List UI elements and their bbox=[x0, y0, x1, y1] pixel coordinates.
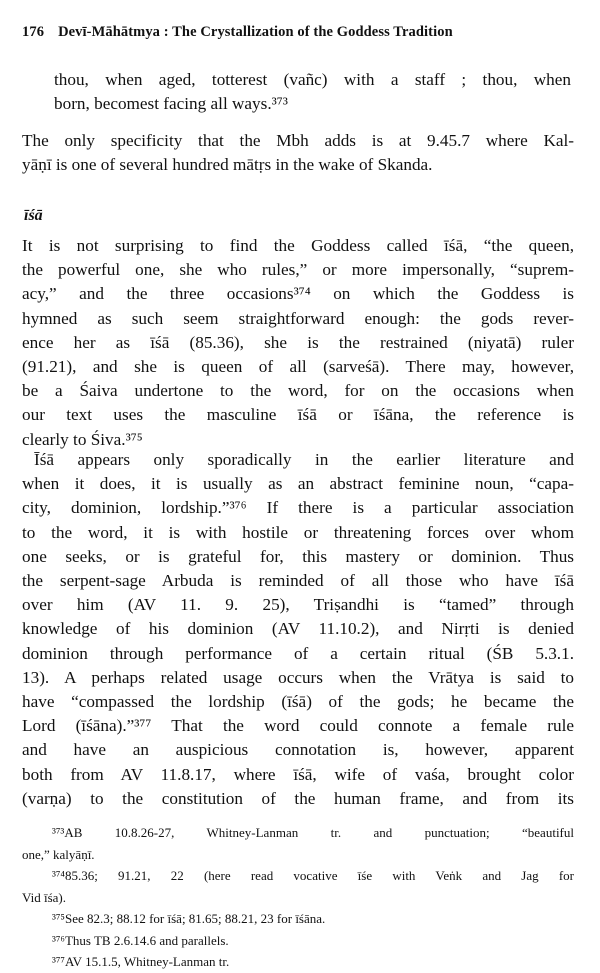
paragraph-line: The only specificity that the Mbh adds is at 9.45.7 where Kal- bbox=[22, 131, 574, 150]
footnote-line: ³⁷⁵See 82.3; 88.12 for īśā; 81.65; 88.21, 23 for īśāna. bbox=[52, 911, 326, 926]
page-number: 176 bbox=[22, 24, 45, 40]
paragraph-line: to the word, it is with hostile or threatening forces over whom bbox=[22, 522, 574, 542]
paragraph-line: (varṇa) to the constitution of the human frame, and from its bbox=[22, 788, 574, 808]
page-header bbox=[22, 24, 582, 41]
footnote-line: Vid īśa). bbox=[22, 889, 66, 905]
paragraph-line: It is not surprising to find the Goddess called īśā, “the queen, bbox=[22, 236, 574, 255]
paragraph-line: yāṇī is one of several hundred mātṛs in the wake of Skanda. bbox=[22, 155, 433, 175]
paragraph-isa-literature bbox=[22, 448, 574, 811]
verse-quote bbox=[54, 68, 571, 116]
paragraph-line: be a Śaiva undertone to the word, for on the occasions when bbox=[22, 381, 574, 401]
paragraph-line: over him (AV 11. 9. 25), Triṣandhi is “tamed” through bbox=[22, 595, 574, 615]
paragraph-line: hymned as such seem straightforward enough: the gods rever- bbox=[22, 308, 574, 328]
paragraph-line: one seeks, or is grateful for, this mastery or dominion. Thus bbox=[22, 546, 574, 566]
paragraph-mbh bbox=[22, 129, 574, 177]
section-heading: īśā bbox=[24, 207, 43, 224]
footnotes bbox=[22, 822, 574, 973]
paragraph-line: (91.21), and she is queen of all (sarveśā). There may, however, bbox=[22, 357, 574, 377]
paragraph-line: acy,” and the three occasions³⁷⁴ on which the Goddess is bbox=[22, 284, 574, 304]
footnote-line: ³⁷³AB 10.8.26-27, Whitney-Lanman tr. and punctuation; “beautiful bbox=[52, 825, 574, 840]
footnote-line: one,” kalyāṇī. bbox=[22, 846, 95, 862]
paragraph-line: and have an auspicious connotation is, however, apparent bbox=[22, 740, 574, 760]
paragraph-line: city, dominion, lordship.”³⁷⁶ If there is a particular association bbox=[22, 498, 574, 518]
paragraph-line: when it does, it is usually as an abstract feminine noun, “capa- bbox=[22, 474, 574, 494]
paragraph-line: both from AV 11.8.17, where īśā, wife of vaśa, brought color bbox=[22, 764, 574, 784]
footnote-line: ³⁷⁷AV 15.1.5, Whitney-Lanman tr. bbox=[52, 954, 230, 969]
paragraph-line: our text uses the masculine īśā or īśāna, the reference is bbox=[22, 405, 574, 425]
paragraph-line: have “compassed the lordship (īśā) of the gods; he became the bbox=[22, 692, 574, 712]
paragraph-line: knowledge of his dominion (AV 11.10.2), and Nirṛti is denied bbox=[22, 619, 574, 639]
footnote-line: ³⁷⁶Thus TB 2.6.14.6 and parallels. bbox=[52, 932, 229, 948]
paragraph-line: Īśā appears only sporadically in the earlier literature and bbox=[34, 450, 574, 469]
footnote-line: ³⁷⁴85.36; 91.21, 22 (here read vocative īśe with Veṅk and Jag for bbox=[52, 868, 574, 883]
paragraph-isa-intro bbox=[22, 234, 574, 452]
paragraph-line: the serpent-sage Arbuda is reminded of all those who have īśā bbox=[22, 571, 574, 591]
quote-line: born, becomest facing all ways.³⁷³ bbox=[54, 94, 288, 114]
paragraph-line: dominion through performance of a certain ritual (ŚB 5.3.1. bbox=[22, 643, 574, 663]
paragraph-line: Lord (īśāna).”³⁷⁷ That the word could connote a female rule bbox=[22, 716, 574, 736]
paragraph-line: 13). A perhaps related usage occurs when the Vrātya is said to bbox=[22, 667, 574, 687]
paragraph-line: ence her as īśā (85.36), she is the restrained (niyatā) ruler bbox=[22, 332, 574, 352]
quote-line: thou, when aged, totterest (vañc) with a staff ; thou, when bbox=[54, 70, 571, 89]
paragraph-line: clearly to Śiva.³⁷⁵ bbox=[22, 429, 143, 449]
paragraph-line: the powerful one, she who rules,” or more impersonally, “suprem- bbox=[22, 260, 574, 280]
running-title: Devī-Māhātmya : The Crystallization of the Goddess Tradition bbox=[58, 24, 453, 40]
